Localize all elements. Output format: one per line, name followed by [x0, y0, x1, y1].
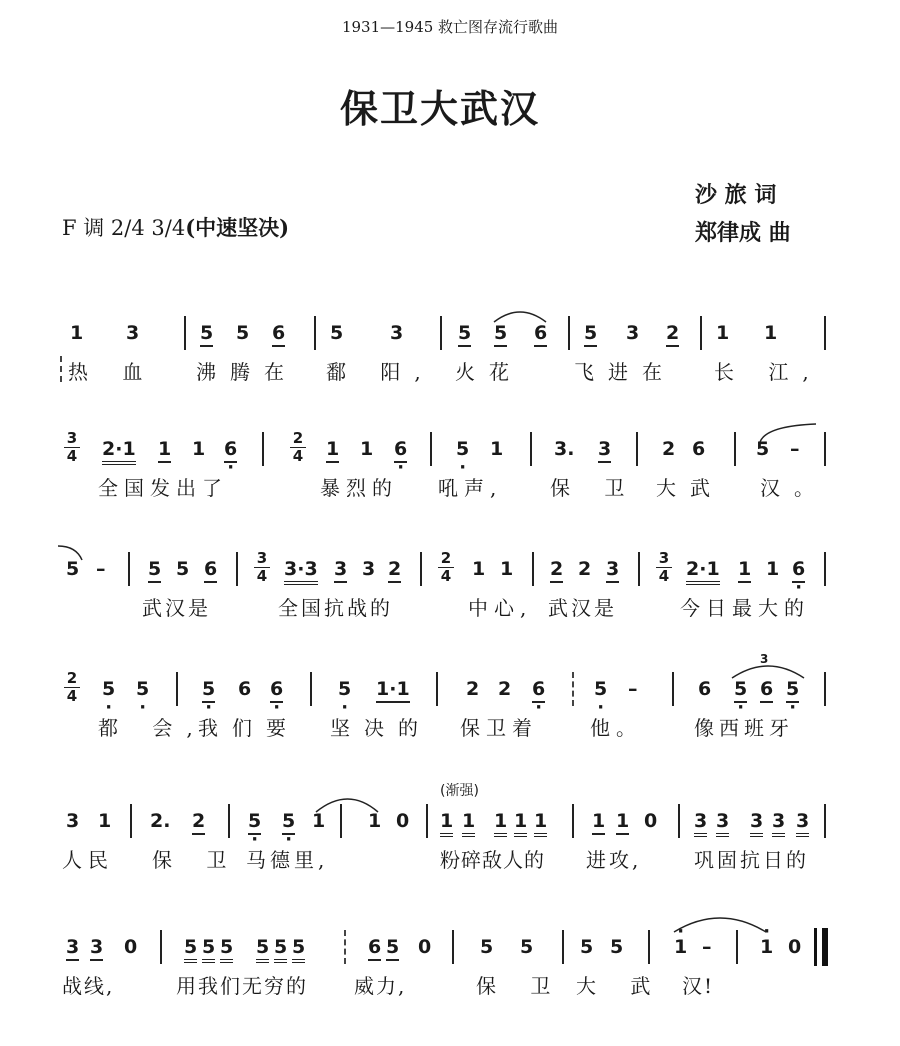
note: 5 [202, 936, 215, 963]
final-barline-thick [822, 928, 828, 966]
lyric: 保 卫 [550, 476, 639, 500]
key-text: F 调 2/4 3/4 [62, 216, 186, 240]
page-header: 1931—1945 救亡图存流行歌曲 [341, 18, 559, 36]
note: 5 · [102, 678, 115, 700]
lyric: 全国抗战的 [278, 596, 393, 620]
note: 5 [256, 936, 269, 963]
note: 5 [756, 438, 770, 460]
lyric: 用我们无穷的 [176, 974, 308, 998]
lyric: 进攻, [586, 848, 642, 872]
note: 1 [514, 810, 527, 837]
staff-line-6 [0, 926, 900, 1036]
barline [426, 804, 428, 838]
lyric: 中心, [468, 596, 533, 620]
lyric: 战线, [62, 974, 115, 998]
staff-line-1 [0, 312, 900, 422]
barline [638, 552, 640, 586]
note: 2 [550, 558, 563, 583]
note: 1 [440, 810, 453, 837]
note: 5 [386, 936, 399, 961]
note: 5 · [338, 678, 351, 700]
lyrics-row [0, 470, 900, 500]
note: 1 [534, 810, 547, 837]
note: 6 [698, 678, 712, 700]
crescendo-marking: (渐强) [440, 783, 479, 799]
barline [130, 804, 132, 838]
note: 1 [500, 558, 514, 580]
barline [430, 432, 432, 466]
note: 3 [750, 810, 763, 837]
note: – [96, 558, 106, 580]
note: 5 [184, 936, 197, 963]
note: 5 [330, 322, 344, 344]
notes-row [0, 548, 900, 588]
note: 0 [418, 936, 432, 958]
barline [440, 316, 442, 350]
barline [344, 930, 346, 964]
lyric: 长 江, [714, 360, 823, 384]
note: 2 [666, 322, 679, 347]
note: · 1 [760, 936, 773, 958]
lyric: 巩固抗日的 [694, 848, 809, 872]
note: 3 [90, 936, 103, 961]
lyric-divider [60, 356, 62, 382]
note: 5 [458, 322, 471, 347]
note: 2 [578, 558, 592, 580]
lyric: 武汉是 [142, 596, 211, 620]
note: 1 [192, 438, 206, 460]
slur [490, 306, 550, 324]
note: 5 [494, 322, 507, 347]
lyric: 人民 [62, 848, 114, 872]
barline [262, 432, 264, 466]
tie [670, 910, 770, 934]
note: 5 · [594, 678, 607, 700]
note: 3 [716, 810, 729, 837]
note: 3 [362, 558, 376, 580]
note: – [790, 438, 800, 460]
barline [436, 672, 438, 706]
note: 2 [192, 810, 205, 835]
lyric: 飞进在 [574, 360, 676, 384]
lyric: 都 会, [98, 716, 207, 740]
lyric: 大 武 [576, 974, 665, 998]
time-signature: 2 4 [438, 550, 454, 585]
barline [824, 432, 826, 466]
note: 6 [272, 322, 285, 347]
credits [695, 176, 791, 252]
notes-row [0, 312, 900, 352]
lyric: 汉。 [760, 476, 828, 500]
note: 3. [554, 438, 575, 460]
barline [672, 672, 674, 706]
note: 0 [396, 810, 410, 832]
time-signature: 2 4 [64, 670, 80, 705]
note: 5 · [456, 438, 469, 460]
note: 5 · [136, 678, 149, 700]
lyric: 今日最大的 [680, 596, 810, 620]
note: 1 [764, 322, 778, 344]
barline [734, 432, 736, 466]
note: 5 · [202, 678, 215, 703]
note: 5 [584, 322, 597, 347]
note: 1 [766, 558, 780, 580]
lyrics-row [0, 590, 900, 620]
note: 3 [334, 558, 347, 583]
notes-row [0, 800, 900, 840]
lyric: 暴烈的 [320, 476, 398, 500]
note: 1 [716, 322, 730, 344]
barline [824, 552, 826, 586]
barline [648, 930, 650, 964]
note: 5 · [282, 810, 295, 835]
note: 1 [472, 558, 486, 580]
note: 6 · [270, 678, 283, 703]
tie [312, 792, 382, 814]
note: · 1 [674, 936, 687, 958]
note: 6 · [792, 558, 805, 583]
note: 5 · [734, 678, 747, 703]
time-signature: 3 4 [656, 550, 672, 585]
note: 5 [66, 558, 80, 580]
note: 3 [626, 322, 640, 344]
lyric: 保 卫 [152, 848, 241, 872]
tempo-text: (中速坚决) [185, 215, 290, 240]
lyricist: 沙 旅 词 [695, 182, 777, 208]
barline [636, 432, 638, 466]
note: 0 [644, 810, 658, 832]
barline [572, 804, 574, 838]
note: 3 [598, 438, 611, 463]
note: 6 [692, 438, 706, 460]
composer: 郑律成 曲 [695, 220, 791, 246]
notes-row [0, 926, 900, 966]
note: 2·1 [686, 558, 720, 585]
lyric: 马德里, [246, 848, 329, 872]
note: 2·1 [102, 438, 136, 465]
barline [568, 316, 570, 350]
note: 5 [274, 936, 287, 963]
lyrics-row [0, 354, 900, 384]
barline [824, 316, 826, 350]
note: 3 [66, 810, 80, 832]
barline [228, 804, 230, 838]
barline [420, 552, 422, 586]
note: 1 [158, 438, 171, 463]
note: 1 [360, 438, 374, 460]
lyric: 坚决的 [330, 716, 432, 740]
barline [700, 316, 702, 350]
barline [184, 316, 186, 350]
time-signature: 3 4 [64, 430, 80, 465]
note: 1 [592, 810, 605, 835]
time-signature: 2 4 [290, 430, 306, 465]
note: 1 [494, 810, 507, 837]
lyric: 像西班牙 [694, 716, 794, 740]
lyric: 热 血 [68, 360, 157, 384]
note: 5 [148, 558, 161, 583]
barline [824, 672, 826, 706]
note: 3 [390, 322, 404, 344]
time-signature: 3 4 [254, 550, 270, 585]
barline [562, 930, 564, 964]
key-signature [62, 212, 289, 242]
lyrics-row [0, 710, 900, 740]
song-title: 保卫大武汉 [339, 86, 540, 131]
notes-row [0, 428, 900, 468]
note: 1 [738, 558, 751, 583]
note: 0 [788, 936, 802, 958]
note: 3 [772, 810, 785, 837]
note: 3 [66, 936, 79, 961]
note: 3 [796, 810, 809, 837]
tie [756, 422, 820, 444]
lyric: 吼声, [438, 476, 503, 500]
final-barline-thin [814, 928, 817, 966]
note: 1 [312, 810, 326, 832]
note: 0 [124, 936, 138, 958]
note: 2 [466, 678, 480, 700]
note: 6 [204, 558, 217, 583]
lyric: 火花 [455, 360, 523, 384]
barline [736, 930, 738, 964]
lyric: 沸腾在 [196, 360, 298, 384]
note: 5 [580, 936, 594, 958]
lyric: 他。 [590, 716, 642, 740]
staff-line-4 [0, 652, 900, 778]
note: 5 · [248, 810, 261, 835]
note: 2 [662, 438, 676, 460]
note: 1·1 [376, 678, 410, 703]
note: 5 [220, 936, 233, 963]
lyrics-row [0, 842, 900, 872]
note: 5 [292, 936, 305, 963]
lyric: 全国发出了 [98, 476, 228, 500]
note: 1 [70, 322, 84, 344]
note: 3 [606, 558, 619, 583]
note: 3 [694, 810, 707, 837]
barline [572, 672, 574, 706]
note: 5 [236, 322, 250, 344]
barline [314, 316, 316, 350]
staff-line-2 [0, 428, 900, 538]
note: 1 [616, 810, 629, 835]
lyric: 大武 [656, 476, 724, 500]
note: 1 [462, 810, 475, 837]
barline [176, 672, 178, 706]
note: 2 [388, 558, 401, 583]
note: 2. [150, 810, 171, 832]
barline [678, 804, 680, 838]
note: 6 [238, 678, 252, 700]
note: 6 [368, 936, 381, 961]
lyric: 保 卫 [476, 974, 565, 998]
note: 5 [176, 558, 190, 580]
note: 6 [760, 678, 773, 703]
note: 1 [368, 810, 382, 832]
barline [160, 930, 162, 964]
note: 5 [520, 936, 534, 958]
note: – [628, 678, 638, 700]
note: 1 [490, 438, 504, 460]
note: 6 [534, 322, 547, 347]
note: – [702, 936, 712, 958]
barline [310, 672, 312, 706]
staff-line-5 [0, 783, 900, 910]
lyric: 粉碎敌人的 [440, 848, 545, 872]
note: 6 · [394, 438, 407, 463]
note: 5 [200, 322, 213, 347]
note: 3 [126, 322, 140, 344]
lyric: 鄱 阳, [326, 360, 435, 384]
barline [452, 930, 454, 964]
lyric: 我们要 [198, 716, 300, 740]
lyric: 武汉是 [548, 596, 617, 620]
note: 5 [480, 936, 494, 958]
note: 6 · [532, 678, 545, 703]
note: 1 [98, 810, 112, 832]
lyric: 保卫着 [460, 716, 538, 740]
barline [236, 552, 238, 586]
note: 2 [498, 678, 512, 700]
triplet-mark: 3 [760, 652, 769, 666]
staff-line-3 [0, 548, 900, 658]
barline [532, 552, 534, 586]
lyric: 威力, [354, 974, 407, 998]
note: 3·3 [284, 558, 318, 585]
barline [530, 432, 532, 466]
notes-row [0, 652, 900, 708]
note: 5 [610, 936, 624, 958]
lyric: 汉! [682, 974, 715, 998]
note: 1 [326, 438, 339, 463]
barline [128, 552, 130, 586]
lyrics-row [0, 968, 900, 998]
note: 6 · [224, 438, 237, 463]
note: 5 · [786, 678, 799, 703]
barline [824, 804, 826, 838]
